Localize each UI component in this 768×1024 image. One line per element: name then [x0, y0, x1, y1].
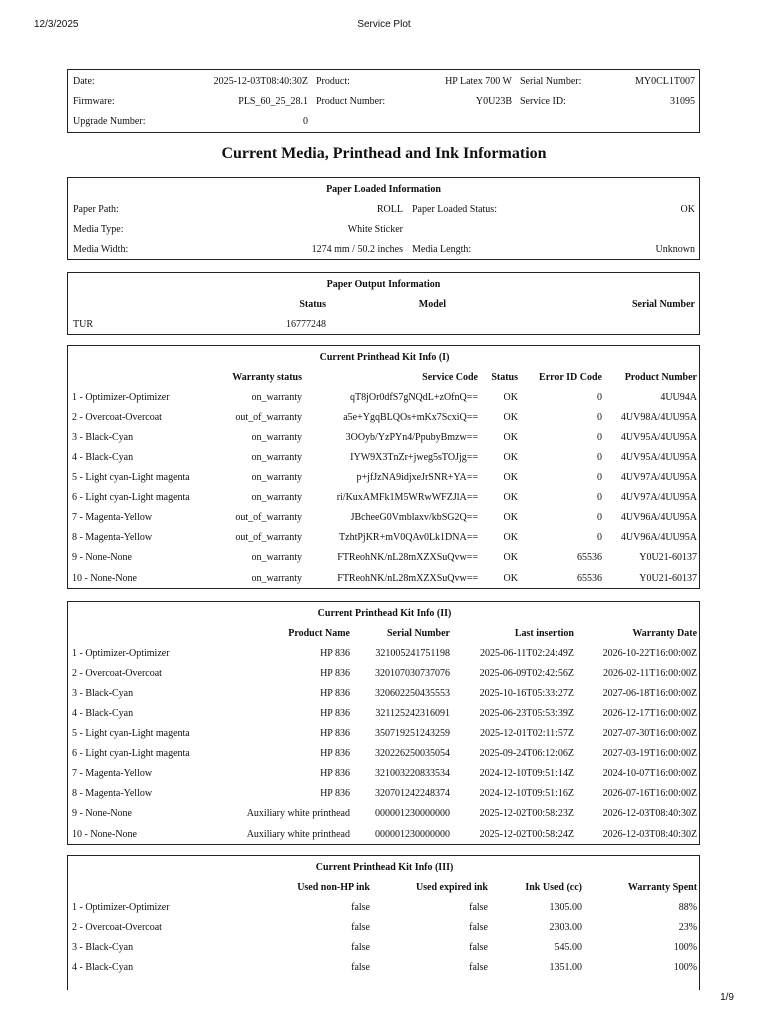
- printhead-name-cell: 1 - Optimizer-Optimizer: [72, 901, 170, 913]
- table-cell: 000001230000000: [375, 828, 450, 840]
- table-cell: 2025-09-24T06:12:06Z: [479, 748, 574, 760]
- table-row: [68, 937, 701, 957]
- table-cell: 1305.00: [549, 901, 582, 913]
- printhead-kit-1-header-row: [68, 367, 701, 387]
- table-row: [68, 643, 701, 663]
- table-cell: FTReohNK/nL28mXZXSuQvw==: [337, 572, 478, 584]
- firmware-label: Firmware:: [73, 96, 115, 108]
- page-header-title: Service Plot: [357, 19, 411, 30]
- table-cell: 0: [597, 512, 602, 524]
- table-cell: on_warranty: [251, 472, 302, 484]
- print-date: 12/3/2025: [34, 19, 79, 30]
- table-cell: 4UV96A/4UU95A: [620, 512, 697, 524]
- table-cell: false: [351, 941, 370, 953]
- upgrade-number-value: 0: [303, 116, 308, 128]
- table-row: [68, 468, 701, 488]
- table-row: [68, 488, 701, 508]
- table-row: [68, 744, 701, 764]
- table-cell: 2027-03-19T16:00:00Z: [602, 748, 698, 760]
- printhead-name-cell: 10 - None-None: [72, 828, 137, 840]
- printhead-kit-2-title: Current Printhead Kit Info (II): [317, 607, 452, 619]
- table-cell: 4UV95A/4UU95A: [620, 431, 697, 443]
- product-number-value: Y0U23B: [475, 96, 512, 108]
- product-value: HP Latex 700 W: [445, 76, 512, 87]
- table-cell: false: [469, 901, 488, 913]
- upgrade-number-label: Upgrade Number:: [73, 116, 146, 128]
- table-row: [68, 784, 701, 804]
- firmware-value: PLS_60_25_28.1: [238, 96, 308, 108]
- table-cell: 2025-06-09T02:42:56Z: [479, 667, 574, 679]
- paper-loaded-status-value: OK: [680, 204, 695, 216]
- printhead-name-cell: 8 - Magenta-Yellow: [72, 788, 153, 800]
- printhead-name-cell: 7 - Magenta-Yellow: [72, 768, 153, 780]
- printhead-name-cell: 2 - Overcoat-Overcoat: [72, 921, 162, 933]
- printhead-name-cell: 5 - Light cyan-Light magenta: [72, 472, 190, 484]
- table-cell: 2303.00: [549, 921, 582, 933]
- column-header: [68, 623, 222, 643]
- table-row: [68, 724, 701, 744]
- table-cell: Y0U21-60137: [639, 572, 697, 584]
- table-cell: 4UV97A/4UU95A: [620, 472, 697, 484]
- table-cell: OK: [503, 391, 518, 403]
- table-row: [68, 387, 701, 407]
- media-length-label: Media Length:: [412, 244, 472, 256]
- table-cell: 320107030737076: [375, 667, 450, 679]
- printhead-name-cell: 4 - Black-Cyan: [72, 962, 134, 974]
- table-row: [68, 528, 701, 548]
- table-cell: OK: [503, 572, 518, 584]
- printhead-name-cell: 7 - Magenta-Yellow: [72, 512, 153, 524]
- table-row: [68, 703, 701, 723]
- table-cell: 3OOyb/YzPYn4/PpubyBmzw==: [345, 431, 478, 443]
- table-cell: OK: [503, 472, 518, 484]
- page-header: [0, 0, 768, 40]
- table-cell: 320602250435553: [375, 687, 450, 699]
- column-header: Used non-HP ink: [297, 881, 370, 893]
- table-cell: 2026-10-22T16:00:00Z: [602, 647, 698, 659]
- printhead-kit-3-table: [68, 857, 701, 978]
- table-cell: 545.00: [554, 941, 582, 953]
- table-cell: 2026-07-16T16:00:00Z: [602, 788, 698, 800]
- printhead-kit-3-box: [67, 855, 700, 990]
- table-cell: HP 836: [320, 748, 350, 760]
- table-cell: 321003220833534: [375, 768, 450, 780]
- table-cell: false: [469, 962, 488, 974]
- printhead-kit-2-box: [67, 601, 700, 845]
- printhead-name-cell: 9 - None-None: [72, 552, 132, 564]
- table-cell: HP 836: [320, 647, 350, 659]
- table-cell: false: [351, 921, 370, 933]
- product-label: Product:: [316, 76, 350, 87]
- column-header: Serial Number: [386, 627, 450, 639]
- printhead-name-cell: 5 - Light cyan-Light magenta: [72, 728, 190, 740]
- table-row: [68, 548, 701, 568]
- table-cell: out_of_warranty: [235, 532, 302, 544]
- table-cell: false: [351, 901, 370, 913]
- table-cell: OK: [503, 532, 518, 544]
- printhead-name-cell: 10 - None-None: [72, 572, 137, 584]
- table-cell: false: [469, 941, 488, 953]
- table-cell: 2025-12-01T02:11:57Z: [479, 728, 574, 740]
- printhead-kit-2-header-row: [68, 623, 701, 643]
- table-cell: a5e+YgqBLQOs+mKx7ScxiQ==: [343, 411, 478, 423]
- table-cell: 88%: [678, 901, 698, 913]
- printhead-kit-2-title-row: [68, 603, 701, 623]
- table-cell: 2024-12-10T09:51:16Z: [479, 788, 574, 800]
- column-header: [68, 877, 222, 897]
- table-cell: 000001230000000: [375, 808, 450, 820]
- column-header: Last insertion: [514, 627, 574, 639]
- printhead-name-cell: 8 - Magenta-Yellow: [72, 532, 153, 544]
- table-cell: false: [469, 921, 488, 933]
- table-cell: 321005241751198: [375, 647, 450, 659]
- table-row: [68, 804, 701, 824]
- printhead-name-cell: 3 - Black-Cyan: [72, 687, 134, 699]
- column-header: Service Code: [422, 371, 478, 383]
- table-cell: OK: [503, 492, 518, 504]
- table-row: [68, 897, 701, 917]
- table-cell: 0: [597, 492, 602, 504]
- table-cell: 0: [597, 391, 602, 403]
- media-width-label: Media Width:: [73, 244, 129, 256]
- table-cell: TzhtPjKR+mV0QAv0Lk1DNA==: [339, 532, 478, 544]
- table-cell: 2025-12-02T00:58:23Z: [479, 808, 574, 820]
- printhead-name-cell: 4 - Black-Cyan: [72, 708, 134, 720]
- paper-output-serial-header: Serial Number: [631, 299, 695, 311]
- table-cell: 2026-12-03T08:40:30Z: [602, 808, 698, 820]
- printhead-name-cell: 6 - Light cyan-Light magenta: [72, 492, 190, 504]
- column-header: Warranty Spent: [627, 881, 698, 893]
- table-row: [68, 568, 701, 588]
- table-cell: on_warranty: [251, 492, 302, 504]
- table-cell: 4UV96A/4UU95A: [620, 532, 697, 544]
- table-cell: 4UV97A/4UU95A: [620, 492, 697, 504]
- serial-number-label: Serial Number:: [520, 76, 582, 87]
- table-cell: out_of_warranty: [235, 411, 302, 423]
- printhead-name-cell: 1 - Optimizer-Optimizer: [72, 647, 170, 659]
- table-row: [68, 427, 701, 447]
- general-info-box: [67, 69, 700, 133]
- table-cell: 4UV95A/4UU95A: [620, 452, 697, 464]
- printhead-name-cell: 3 - Black-Cyan: [72, 941, 134, 953]
- table-cell: 350719251243259: [375, 728, 450, 740]
- printhead-name-cell: 6 - Light cyan-Light magenta: [72, 748, 190, 760]
- date-label: Date:: [73, 76, 95, 87]
- column-header: Product Number: [624, 371, 697, 383]
- table-row: [68, 917, 701, 937]
- table-cell: Auxiliary white printhead: [246, 828, 350, 840]
- column-header: Ink Used (cc): [525, 881, 582, 893]
- table-row: [68, 764, 701, 784]
- media-type-label: Media Type:: [73, 224, 124, 236]
- table-cell: on_warranty: [251, 572, 302, 584]
- printhead-kit-3-title-row: [68, 857, 701, 877]
- table-cell: false: [351, 962, 370, 974]
- table-cell: 65536: [577, 572, 602, 584]
- table-row: [68, 683, 701, 703]
- serial-number-value: MY0CL1T007: [635, 76, 695, 87]
- product-number-label: Product Number:: [316, 96, 386, 108]
- printhead-name-cell: 1 - Optimizer-Optimizer: [72, 391, 170, 403]
- table-cell: 2024-12-10T09:51:14Z: [479, 768, 574, 780]
- column-header: [68, 367, 222, 387]
- paper-path-label: Paper Path:: [73, 204, 119, 216]
- table-cell: FTReohNK/nL28mXZXSuQvw==: [337, 552, 478, 564]
- table-cell: 2026-12-03T08:40:30Z: [602, 828, 698, 840]
- table-cell: 0: [597, 452, 602, 464]
- table-cell: 0: [597, 431, 602, 443]
- column-header: Warranty status: [232, 371, 302, 383]
- media-width-value: 1274 mm / 50.2 inches: [311, 244, 403, 256]
- table-cell: 320701242248374: [375, 788, 450, 800]
- table-cell: 2026-02-11T16:00:00Z: [603, 667, 698, 679]
- printhead-kit-1-title: Current Printhead Kit Info (I): [319, 351, 450, 363]
- table-cell: ri/KuxAMFk1M5WRwWFZJlA==: [336, 492, 478, 504]
- table-row: [68, 824, 701, 844]
- paper-loaded-title: Paper Loaded Information: [326, 184, 441, 195]
- printhead-kit-1-table: [68, 347, 701, 588]
- printhead-name-cell: 4 - Black-Cyan: [72, 452, 134, 464]
- column-header: Error ID Code: [539, 371, 602, 383]
- table-cell: OK: [503, 431, 518, 443]
- table-cell: HP 836: [320, 708, 350, 720]
- table-cell: OK: [503, 411, 518, 423]
- table-cell: HP 836: [320, 768, 350, 780]
- service-id-label: Service ID:: [520, 96, 566, 108]
- table-row: [68, 957, 701, 977]
- page-number: 1/9: [720, 992, 734, 1003]
- printhead-name-cell: 9 - None-None: [72, 808, 132, 820]
- table-cell: IYW9X3TnZr+jweg5sTOJjg==: [350, 452, 478, 464]
- paper-path-value: ROLL: [376, 204, 403, 216]
- printhead-name-cell: 3 - Black-Cyan: [72, 431, 134, 443]
- table-cell: 0: [597, 411, 602, 423]
- column-header: Warranty Date: [632, 627, 698, 639]
- table-cell: 100%: [673, 962, 698, 974]
- table-cell: 320226250035054: [375, 748, 450, 760]
- table-cell: OK: [503, 452, 518, 464]
- table-cell: on_warranty: [251, 552, 302, 564]
- table-cell: qT8jOr0dfS7gNQdL+zOfnQ==: [349, 391, 478, 403]
- table-cell: on_warranty: [251, 452, 302, 464]
- table-cell: 2026-12-17T16:00:00Z: [602, 708, 698, 720]
- table-cell: p+jfJzNA9idjxeJrSNR+YA==: [356, 472, 478, 484]
- media-length-value: Unknown: [655, 244, 695, 256]
- column-header: Product Name: [288, 627, 350, 639]
- table-cell: Y0U21-60137: [639, 552, 697, 564]
- table-cell: HP 836: [320, 728, 350, 740]
- paper-output-status-header: Status: [299, 299, 326, 311]
- printhead-name-cell: 2 - Overcoat-Overcoat: [72, 411, 162, 423]
- paper-loaded-box: [67, 177, 700, 260]
- table-cell: 65536: [577, 552, 602, 564]
- table-row: [68, 663, 701, 683]
- table-cell: 1351.00: [549, 962, 582, 974]
- table-cell: 2025-10-16T05:33:27Z: [479, 687, 574, 699]
- table-cell: Auxiliary white printhead: [246, 808, 350, 820]
- table-row: [68, 508, 701, 528]
- paper-output-status: 16777248: [286, 319, 326, 331]
- table-cell: 0: [597, 532, 602, 544]
- printhead-kit-3-title: Current Printhead Kit Info (III): [315, 861, 454, 873]
- column-header: Used expired ink: [415, 881, 488, 893]
- table-cell: 100%: [673, 941, 698, 953]
- column-header: Status: [491, 371, 518, 383]
- table-cell: HP 836: [320, 687, 350, 699]
- printhead-kit-3-header-row: [68, 877, 701, 897]
- section-title: Current Media, Printhead and Ink Information: [221, 145, 547, 162]
- table-cell: 4UV98A/4UU95A: [620, 411, 697, 423]
- table-cell: JBcheeG0Vmblaxv/kbSG2Q==: [350, 512, 478, 524]
- paper-output-model-header: Model: [418, 299, 446, 311]
- table-cell: 2025-06-23T05:53:39Z: [479, 708, 574, 720]
- table-cell: out_of_warranty: [235, 512, 302, 524]
- table-row: [68, 407, 701, 427]
- table-cell: 0: [597, 472, 602, 484]
- table-cell: 23%: [678, 921, 698, 933]
- table-cell: on_warranty: [251, 391, 302, 403]
- date-value: 2025-12-03T08:40:30Z: [213, 76, 308, 87]
- printhead-kit-1-box: [67, 345, 700, 589]
- table-cell: 2025-12-02T00:58:24Z: [479, 828, 574, 840]
- table-cell: 4UU94A: [660, 391, 697, 403]
- media-type-value: White Sticker: [347, 224, 403, 236]
- table-cell: HP 836: [320, 667, 350, 679]
- table-cell: 321125242316091: [375, 708, 450, 720]
- table-cell: 2024-10-07T16:00:00Z: [602, 768, 698, 780]
- printhead-kit-1-title-row: [68, 347, 701, 367]
- table-cell: on_warranty: [251, 431, 302, 443]
- paper-output-name: TUR: [73, 319, 93, 331]
- table-cell: 2027-06-18T16:00:00Z: [602, 687, 698, 699]
- paper-output-box: [67, 272, 700, 335]
- printhead-kit-2-table: [68, 603, 701, 844]
- service-id-value: 31095: [670, 96, 695, 108]
- table-cell: 2025-06-11T02:24:49Z: [479, 647, 574, 659]
- paper-loaded-status-label: Paper Loaded Status:: [412, 204, 497, 216]
- paper-output-title: Paper Output Information: [326, 279, 441, 290]
- table-row: [68, 447, 701, 467]
- table-cell: OK: [503, 552, 518, 564]
- table-cell: 2027-07-30T16:00:00Z: [602, 728, 698, 740]
- table-cell: OK: [503, 512, 518, 524]
- printhead-name-cell: 2 - Overcoat-Overcoat: [72, 667, 162, 679]
- table-cell: HP 836: [320, 788, 350, 800]
